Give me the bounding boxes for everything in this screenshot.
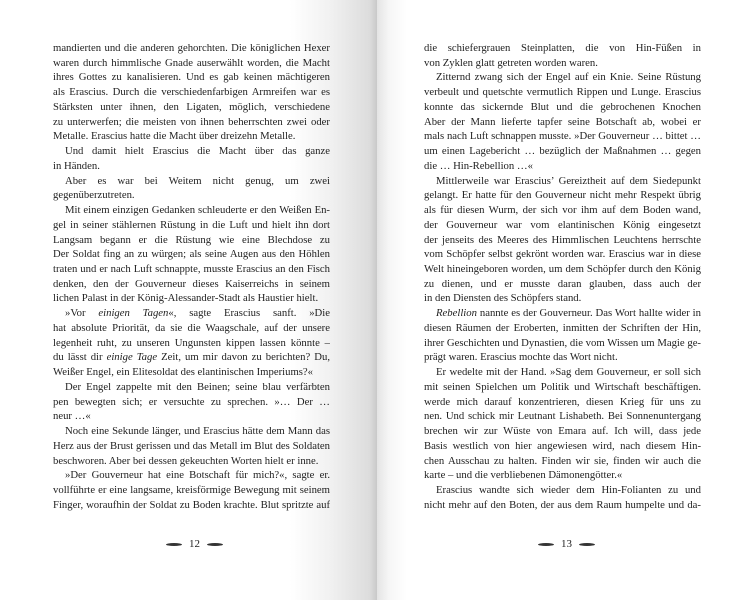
text-span: Zeit, um mir davon zu berichten? Du, <box>161 351 330 364</box>
italic-text: Rebellion <box>436 307 477 320</box>
text-line <box>424 306 701 321</box>
text-line: chen Ausschau zu halten. Finden wir sie, finden wir auch die <box>424 454 701 467</box>
text-line: Mit einem einzigen Gedanken schleuderte er den Weißen En- <box>65 204 330 217</box>
ornament-icon <box>207 543 223 546</box>
text-line: Welt hineingeboren worden, um dem Schöpfer durch den König <box>424 263 701 276</box>
text-line: der Gouverneur war vom elantinischen König eingesetzt <box>424 218 701 231</box>
text-line: gelangt. Er hatte für den Gouverneur nicht mehr Respekt übrig <box>424 189 701 202</box>
page-number-footer <box>166 538 223 550</box>
text-line: gel in seiner stählernen Rüstung in die Luft und hielt ihn dort <box>53 218 330 231</box>
text-line: Noch eine Sekunde länger, und Erascius hätte dem Mann das <box>65 425 330 438</box>
text-span: »Vor <box>65 307 99 320</box>
page-number: 12 <box>189 538 200 550</box>
page-number-footer <box>538 538 595 550</box>
text-line: hat absolute Priorität, da sie die Waagschale, auf der unsere <box>53 321 330 334</box>
text-line: in Händen. <box>53 159 100 172</box>
text-line: Der Soldat fing an zu würgen; als seine Augen aus den Höhlen <box>53 248 330 261</box>
text-line: brechen wir zur Wüste von Emara auf. Ich will, dass jede <box>424 425 701 438</box>
text-line: Herz aus der Brust gerissen und das Metall im Blut des Soldaten <box>53 439 330 452</box>
text-line: die schiefergrauen Steinplatten, die von Hin-Füßen in <box>424 42 701 54</box>
text-line: karte – und die verbliebenen Dämonengötter.« <box>424 469 623 482</box>
text-span: nannte es der Gouverneur. Das Wort hallte wider in <box>476 307 701 320</box>
text-line: Stärksten unter ihnen, den Ligaten, möglich, verschiedene <box>53 100 330 113</box>
text-line: Und damit hielt Erascius die Macht über das ganze <box>65 145 330 158</box>
text-line: traten und er nach Luft schnappte, musste Erascius an den Fisch <box>53 263 330 276</box>
text-line: die … Hin-Rebellion …« <box>424 159 533 172</box>
page-number: 13 <box>561 538 572 550</box>
text-line: mit seinen Spielchen um Politik und Wirtschaft beschäftigen. <box>424 380 701 393</box>
text-line: Erascius wandte sich wieder dem Hin-Folianten zu und <box>436 484 701 497</box>
text-line: diesen Räumen der Eroberten, inmitten der Schriften der Hin, <box>424 321 701 334</box>
text-line: prägt waren. Erascius mochte das Wort nicht. <box>424 351 618 364</box>
text-line: als Erascius. Durch die verschiedenfarbigen Armreifen war es <box>53 86 330 99</box>
text-line: als für diesen Wurm, der sich vor ihm auf dem Boden wand, <box>424 204 701 217</box>
text-line: Finger, woraufhin der Soldat zu Boden krachte. Blut spritzte auf <box>53 498 330 511</box>
text-line: legenheit ruht, zu unseren Ungunsten kippen lassen könnte – <box>53 336 330 349</box>
text-line: »Der Gouverneur hat eine Botschaft für mich?«, sagte er. <box>65 469 330 482</box>
ornament-icon <box>166 543 182 546</box>
text-line: Aber der Mann lieferte tapfer seine Botschaft ab, wobei er <box>424 115 701 128</box>
text-line: vom Schöpfer selbst gekrönt worden war. Erascius war in diese <box>424 248 701 261</box>
text-line: Zitternd zwang sich der Engel auf ein Knie. Seine Rüstung <box>436 71 701 84</box>
text-line: Langsam begann er die Rüstung wie eine Blechdose zu <box>53 233 330 246</box>
ornament-icon <box>538 543 554 546</box>
text-line <box>53 306 330 321</box>
text-line: Der Engel zappelte mit den Beinen; seine blau verfärbten <box>65 380 330 393</box>
text-line: mals nach Luft schnappen musste. »Der Gouverneur … bittet … <box>424 130 701 143</box>
text-line: beschworen. Aber bei dessen gekeuchten Worten hielt er inne. <box>53 454 319 467</box>
text-line: waren durch himmlische Gnade auserwählt worden, die Macht <box>53 56 330 69</box>
text-line: neur …« <box>53 410 91 423</box>
text-line: nicht mehr auf den Boten, der aus dem Raum humpelte und da- <box>424 498 701 511</box>
text-line: mandierten und die anderen gehorchten. Die königlichen Hexer <box>53 42 330 54</box>
text-line: denken, den der Gouverneur dieses Kaiserreichs in seinem <box>53 277 330 290</box>
text-span: «, sagte Erascius sanft. »Die <box>168 307 330 320</box>
page-text <box>424 41 701 513</box>
text-line: zu unterwerfen; die meisten von ihnen beherrschten zwei oder <box>53 115 330 128</box>
text-line: um einen Lagebericht … bezüglich der Maßnahmen … gegen <box>424 145 701 158</box>
text-line: ihrer Geschichten und Dynastien, die vom Wissen um Magie ge- <box>424 336 701 349</box>
text-line <box>53 350 330 365</box>
text-line: gegenüberzutreten. <box>53 189 135 202</box>
italic-text: einige Tage <box>106 351 158 364</box>
text-line: von Zyklen glatt getreten worden waren. <box>424 56 598 69</box>
text-line: zu dienen, und er musste daran glauben, dass auch der <box>424 277 701 290</box>
right-page <box>377 0 753 600</box>
text-line: lichen Palast in der König-Alessander-Stadt als Haustier hielt. <box>53 292 319 305</box>
page-text <box>53 41 330 513</box>
text-line: pen bewegten sich; er versuchte zu sprechen. »… Der … <box>53 395 330 408</box>
text-line: Metalle. Erascius hatte die Macht über dreizehn Metalle. <box>53 130 296 143</box>
text-line: Aber es war bei Weitem nicht genug, um zwei <box>65 174 330 187</box>
text-line: der jenseits des Meeres des Himmlischen Leuchtens herrschte <box>424 233 701 246</box>
ornament-icon <box>579 543 595 546</box>
italic-text: einigen Tagen <box>98 307 169 320</box>
text-line: nen. Und schick mir Leutnant Lishabeth. Bei Sonnenuntergang <box>424 410 701 423</box>
text-line: in den Diensten des Schöpfers stand. <box>424 292 582 305</box>
text-line: Er wedelte mit der Hand. »Sag dem Gouverneur, er soll sich <box>436 366 701 379</box>
text-line: Basis westlich von hier angewiesen wird, nach diesem Hin- <box>424 439 701 452</box>
text-line: Weißer Engel, ein Elitesoldat des elantinischen Imperiums?« <box>53 366 314 379</box>
text-span: du lässt dir <box>53 351 107 364</box>
text-line: vollführte er eine langsame, kreisförmige Bewegung mit seinem <box>53 484 330 497</box>
text-line: werde mich darauf konzentrieren, diesen Krieg für uns zu <box>424 395 701 408</box>
text-line: ihres Gottes zu kanalisieren. Und es gab keinen mächtigeren <box>53 71 330 84</box>
text-line: konnte das sickernde Blut und die gebrochenen Knochen <box>424 100 701 113</box>
text-line: Mittlerweile war Erascius’ Gereiztheit auf dem Siedepunkt <box>436 174 701 187</box>
text-line: verbeult und quetschte vermutlich Rippen und Lunge. Erascius <box>424 86 701 99</box>
